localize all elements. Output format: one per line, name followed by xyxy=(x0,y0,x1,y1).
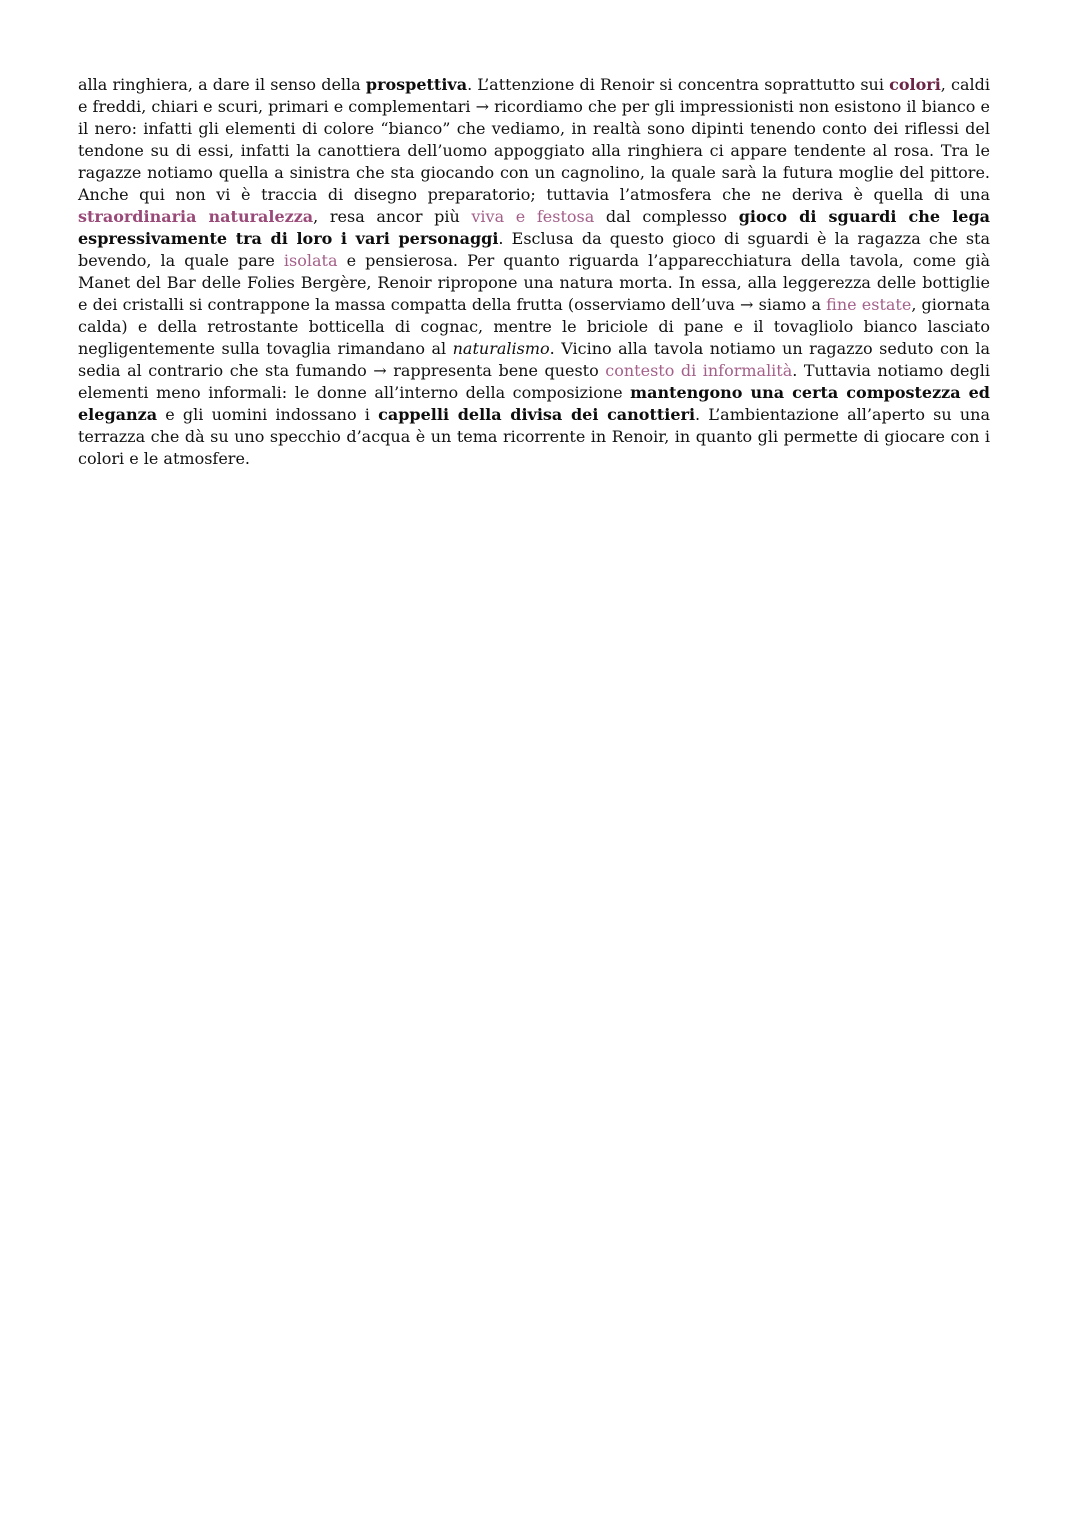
highlight-contesto-di-informalita: contesto di informalità xyxy=(605,361,793,380)
italic-naturalismo: naturalismo xyxy=(452,339,550,358)
text-run: e pensierosa. Per quanto riguarda l’apparecchiatura della tavola, come già Manet del Bar delle Folies Bergère, Renoir ripropone una natura morta. In essa, alla leggerezza delle bottiglie e dei cristalli si contrappone la massa compatta della frutta (osserviamo dell’uva → siamo a xyxy=(78,251,991,314)
text-run: alla ringhiera, a dare il senso della xyxy=(78,75,366,94)
highlight-straordinaria-naturalezza: straordinaria naturalezza xyxy=(78,207,314,226)
text-run: dal complesso xyxy=(594,207,739,226)
text-run: . Tuttavia notiamo degli elementi meno informali: le donne all’interno della composizione xyxy=(78,361,991,402)
keyword-cappelli-canottieri: cappelli della divisa dei canottieri xyxy=(378,405,696,424)
keyword-compostezza-eleganza: mantengono una certa compostezza ed eleganza xyxy=(78,383,990,424)
keyword-prospettiva: prospettiva xyxy=(365,75,468,94)
document-page xyxy=(78,74,990,470)
keyword-colori: colori xyxy=(889,75,941,94)
text-run: e gli uomini indossano i xyxy=(157,405,379,424)
text-run: , caldi e freddi, chiari e scuri, primari e complementari → ricordiamo che per gli impressionisti non esistono il bianco e il nero: infatti gli elementi di colore “bianco” che vediamo, in realtà sono dipinti tenendo conto dei riflessi del tendone su di essi, infatti la canottiera dell’uomo appoggiato alla ringhiera ci appare tendente al rosa. Tra le ragazze notiamo quella a sinistra che sta giocando con un cagnolino, la quale sarà la futura moglie del pittore. Anche qui non vi è traccia di disegno preparatorio; tuttavia l’atmosfera che ne deriva è quella di una xyxy=(78,75,990,204)
body-paragraph xyxy=(78,74,990,470)
text-run: . L’attenzione di Renoir si concentra soprattutto sui xyxy=(467,75,890,94)
keyword-gioco-di-sguardi: gioco di sguardi che lega espressivamente tra di loro i vari personaggi xyxy=(78,207,991,248)
text-run: . Vicino alla tavola notiamo un ragazzo seduto con la sedia al contrario che sta fumando → rappresenta bene questo xyxy=(78,339,990,380)
text-run: , giornata calda) e della retrostante botticella di cognac, mentre le briciole di pane e il tovagliolo bianco lasciato negligentemente sulla tovaglia rimandano al xyxy=(78,295,991,358)
text-run: , resa ancor più xyxy=(313,207,472,226)
highlight-isolata: isolata xyxy=(283,251,338,270)
text-run: . L’ambientazione all’aperto su una terrazza che dà su uno specchio d’acqua è un tema ricorrente in Renoir, in quanto gli permette di giocare con i colori e le atmosfere. xyxy=(78,405,990,468)
highlight-fine-estate: fine estate xyxy=(826,295,912,314)
highlight-viva-e-festosa: viva e festosa xyxy=(471,207,595,226)
text-run: . Esclusa da questo gioco di sguardi è la ragazza che sta bevendo, la quale pare xyxy=(78,229,990,270)
